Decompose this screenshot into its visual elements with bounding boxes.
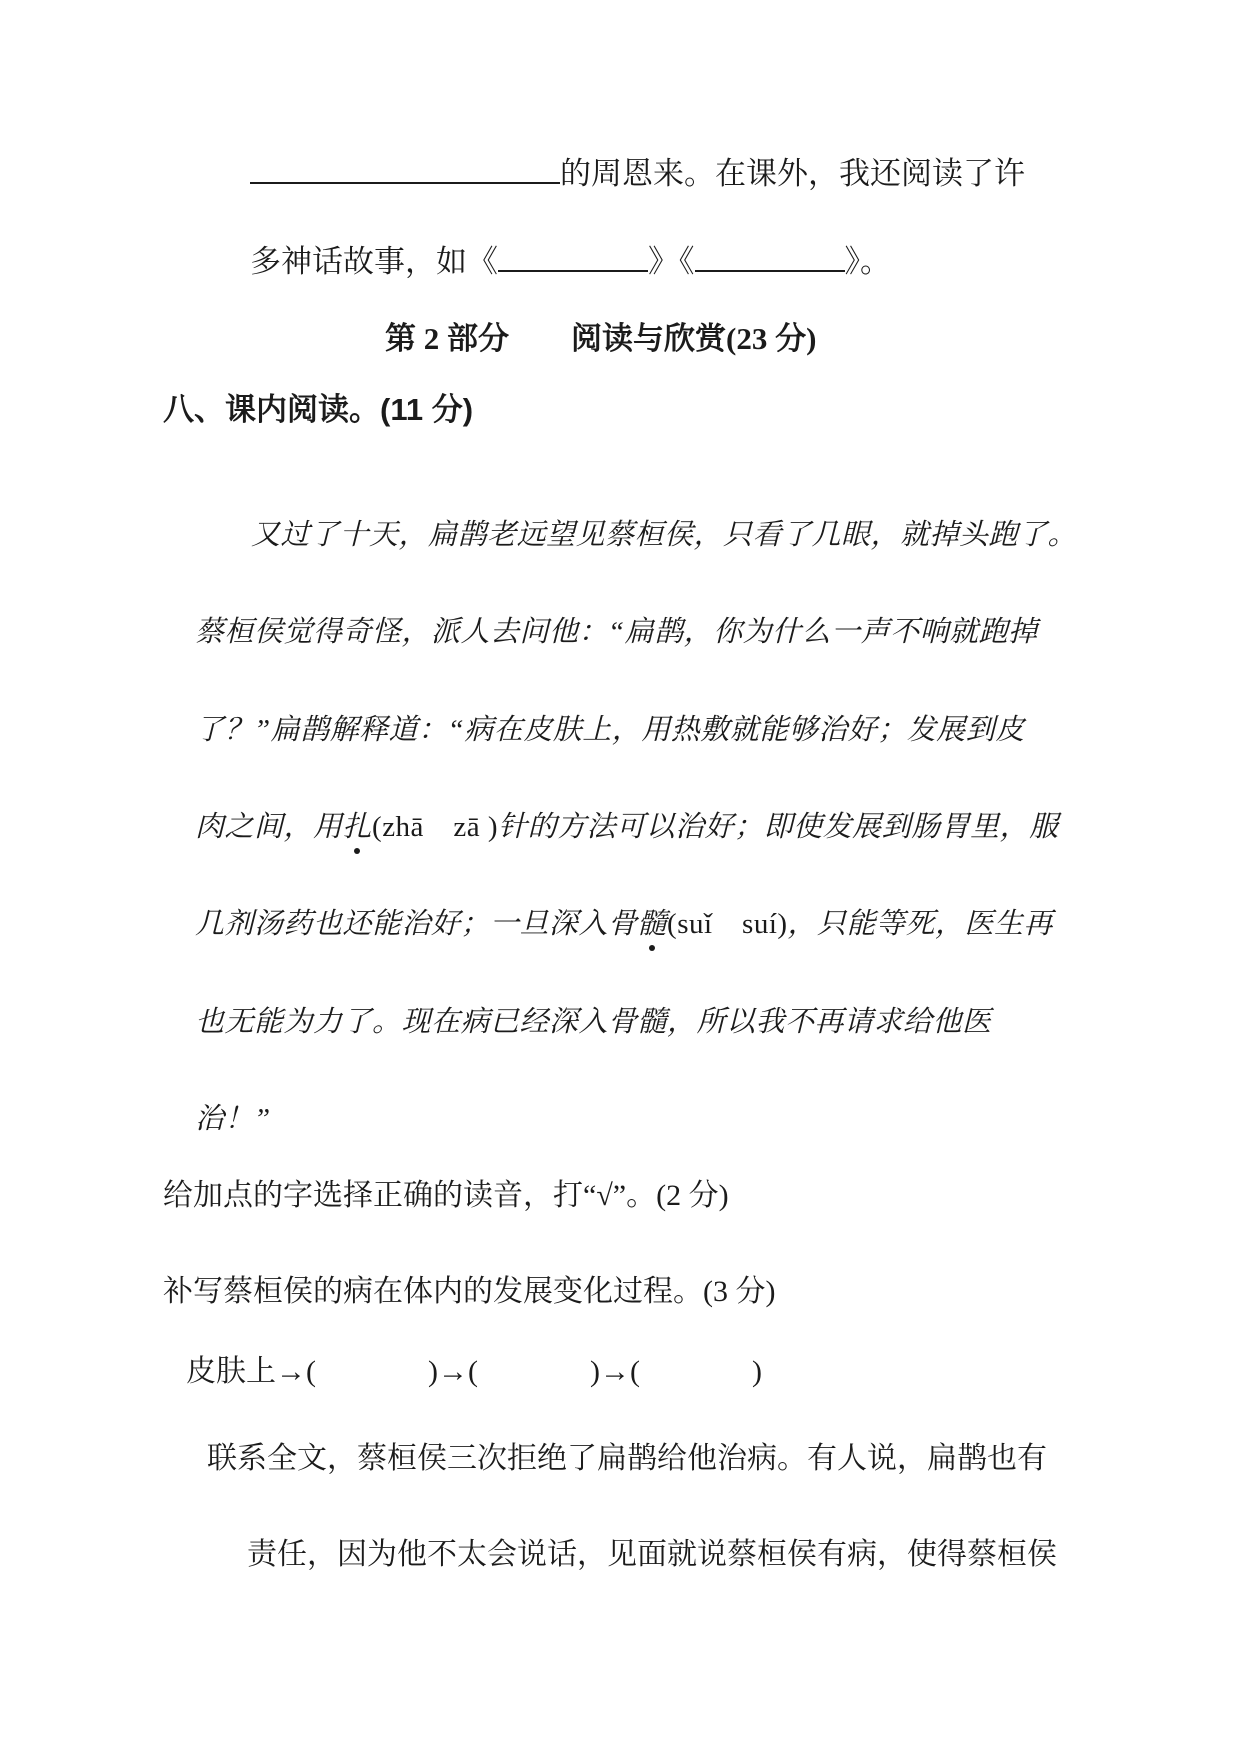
fill-line-2-mid: 》《 [648,244,695,279]
flow-sep: )→( [428,1355,478,1388]
disease-progression-flow [186,1346,762,1390]
fill-line-2-suffix: 》。 [844,244,891,279]
dotted-char-zha: 扎 [343,804,373,845]
passage-line-4-post: 针的方法可以治好；即使发展到肠胃里，服 [498,811,1059,843]
subquestion-3-line-2: 责任，因为他不太会说话，见面就说蔡桓侯有病，使得蔡桓侯 [247,1538,1057,1571]
dotted-char-sui: 髓 [638,901,668,942]
flow-start: 皮肤上→( [186,1355,316,1388]
passage-line-4 [195,804,1059,845]
question8-title: 八、课内阅读。(11 分) [163,392,474,427]
fill-line-2-prefix: 多神话故事，如《 [250,244,498,279]
part2-header: 第 2 部分 阅读与欣赏(23 分) [385,321,817,356]
passage-line-5-post: ，只能等死，医生再 [787,908,1054,940]
passage-line-6: 也无能为力了。现在病已经深入骨髓，所以我不再请求给他医 [195,1006,992,1038]
answer-blank [695,237,845,272]
pinyin-sui: (suǐ suí) [667,908,788,940]
passage-line-7: 治！” [195,1103,271,1135]
pinyin-zha: (zhā zā ) [372,811,499,843]
passage-line-5-pre: 几剂汤药也还能治好；一旦深入骨 [195,908,638,940]
passage-line-2: 蔡桓侯觉得奇怪，派人去问他：“扁鹊，你为什么一声不响就跑掉 [195,616,1038,648]
fill-line-1 [250,148,1025,193]
passage-line-5 [195,901,1053,942]
subquestion-1: 给加点的字选择正确的读音，打“√”。(2 分) [163,1179,729,1212]
answer-blank [498,237,648,272]
flow-end: ) [751,1355,762,1388]
passage-line-3: 了？”扁鹊解释道：“病在皮肤上，用热敷就能够治好；发展到皮 [195,714,1025,746]
fill-line-2 [250,236,891,281]
passage-line-4-pre: 肉之间，用 [195,811,343,843]
passage-line-1: 又过了十天，扁鹊老远望见蔡桓侯，只看了几眼，就掉头跑了。 [251,519,1078,551]
answer-blank [250,149,560,184]
subquestion-3-line-1: 联系全文，蔡桓侯三次拒绝了扁鹊给他治病。有人说，扁鹊也有 [207,1442,1047,1475]
fill-line-1-text: 的周恩来。在课外，我还阅读了许 [560,156,1025,191]
flow-sep: )→( [589,1355,640,1388]
subquestion-2: 补写蔡桓侯的病在体内的发展变化过程。(3 分) [163,1275,776,1308]
